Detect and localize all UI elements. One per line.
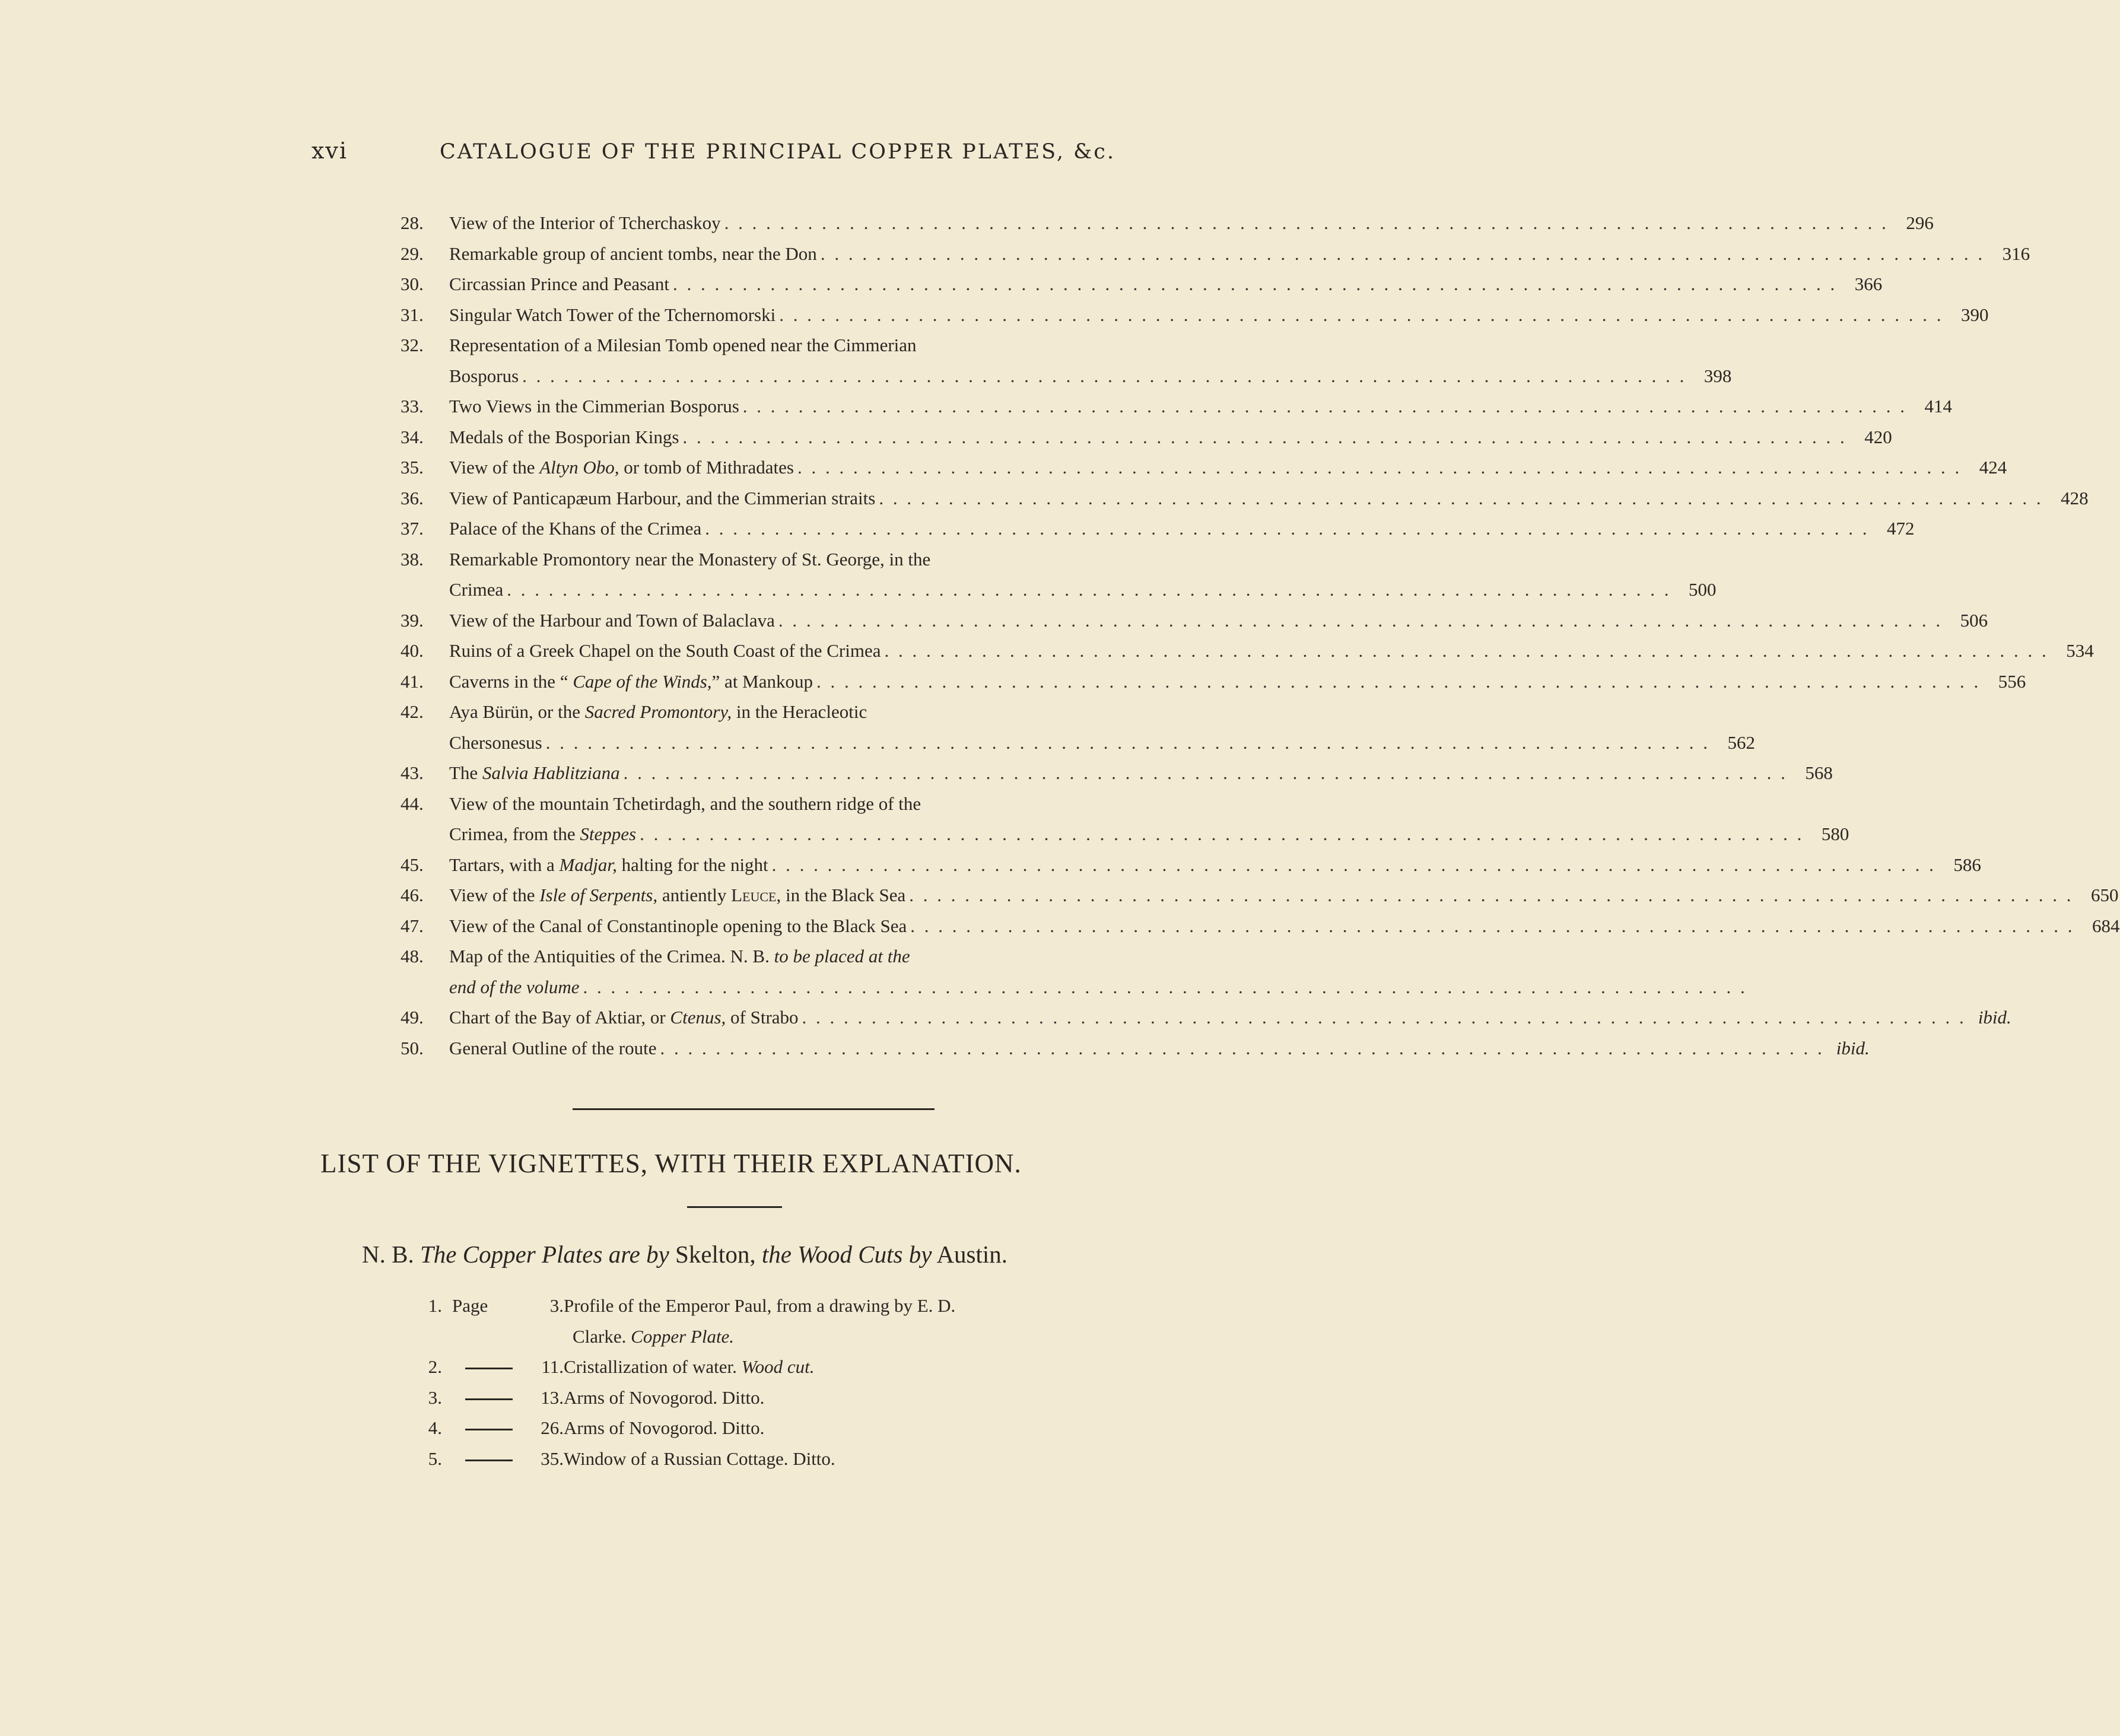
plate-number: 35. <box>401 457 424 478</box>
nb-label: N. B. <box>362 1241 420 1268</box>
title-part: Chart of the Bay of Aktiar, or <box>449 1007 670 1028</box>
leader-dots: . . . . . . . . . . . . . . . . . . . . . . . . . . . . . . . . . . . . . . . . . . . . . . . . . . . . . . . . . . . . . . . . . . . . . . . . . . . . . . . . . . . . <box>705 518 1870 539</box>
vignette-entry <box>415 1444 1151 1474</box>
plate-continuation-line <box>449 574 1717 605</box>
plate-title: Circassian Prince and Peasant <box>449 274 670 294</box>
title-part: The <box>449 762 482 783</box>
leader-dots: . . . . . . . . . . . . . . . . . . . . . . . . . . . . . . . . . . . . . . . . . . . . . . . . . . . . . . . . . . . . . . . . . . . . . . . . . . . . . . . . . . . . <box>779 304 1944 325</box>
plate-title <box>449 666 813 697</box>
plate-number: 37. <box>401 518 424 539</box>
title-part: antiently <box>657 885 732 905</box>
page-header <box>312 138 1115 164</box>
plate-number: 33. <box>401 396 424 416</box>
plate-title: View of Panticapæum Harbour, and the Cimmerian straits <box>449 487 876 508</box>
plate-title-line <box>449 452 2007 483</box>
cont-part: Clarke. <box>573 1325 631 1347</box>
plate-entry <box>401 605 1988 636</box>
plate-title <box>449 941 910 972</box>
plate-entry <box>401 1002 2011 1033</box>
plate-page: 684 <box>2092 915 2120 936</box>
plate-entry <box>401 483 2089 514</box>
plate-continuation-line <box>449 727 1755 758</box>
plate-entry <box>401 391 1953 422</box>
title-italic: Madjar, <box>559 854 617 875</box>
plate-number: 49. <box>401 1007 424 1028</box>
plate-page: 500 <box>1689 579 1717 600</box>
title-italic: Ctenus, <box>670 1007 726 1028</box>
plate-entry <box>401 300 1989 330</box>
title-part: in the Heracleotic <box>732 701 867 722</box>
ditto-dash <box>465 1460 513 1461</box>
ditto-dash <box>465 1368 513 1369</box>
plate-number: 50. <box>401 1037 424 1058</box>
plate-title <box>449 850 768 880</box>
plate-page: 424 <box>1979 457 2007 478</box>
continuation-wrap <box>401 361 1732 392</box>
continuation-wrap <box>401 574 1717 605</box>
plate-page: 650 <box>2091 885 2119 905</box>
plate-title-line <box>449 850 1981 880</box>
title-part: or tomb of Mithradates <box>619 457 794 478</box>
plate-title-line <box>449 605 1988 636</box>
plate-page: 390 <box>1960 304 1989 325</box>
vignette-number: 1. <box>428 1295 442 1316</box>
plate-number: 29. <box>401 243 424 264</box>
plate-page: 534 <box>2066 640 2094 661</box>
plate-continuation <box>449 819 636 850</box>
plate-page: 580 <box>1821 824 1849 844</box>
vignette-page: 13. <box>541 1387 564 1408</box>
leader-dots: . . . . . . . . . . . . . . . . . . . . . . . . . . . . . . . . . . . . . . . . . . . . . . . . . . . . . . . . . . . . . . . . . . . . . . . . . . . . . . . . . . . . <box>660 1037 1825 1058</box>
plate-title: View of the Canal of Constantinople opening to the Black Sea <box>449 915 907 936</box>
vignette-page: 35. <box>541 1448 564 1469</box>
title-part: Tartars, with a <box>449 854 560 875</box>
plate-continuation <box>449 972 580 1003</box>
vignette-page-label: Page <box>452 1295 488 1316</box>
cont-italic: Copper Plate. <box>631 1325 735 1347</box>
continuation-wrap <box>401 727 1755 758</box>
vignette-number: 2. <box>428 1356 442 1377</box>
title-smallcaps: Leuce, <box>731 885 781 905</box>
vignette-description: Window of a Russian Cottage. Ditto. <box>564 1448 835 1469</box>
plate-page: 562 <box>1727 732 1755 753</box>
plates-list <box>401 208 2120 1063</box>
plate-number: 44. <box>401 793 424 814</box>
plate-title-line <box>449 208 1934 239</box>
leader-dots: . . . . . . . . . . . . . . . . . . . . . . . . . . . . . . . . . . . . . . . . . . . . . . . . . . . . . . . . . . . . . . . . . . . . . . . . . . . . . . . . . . . . <box>771 854 1936 875</box>
plate-continuation-line <box>449 819 1849 850</box>
plate-title-line <box>449 1033 1870 1064</box>
plate-title <box>449 452 794 483</box>
plate-title-line <box>449 758 1833 788</box>
vignette-entry <box>415 1413 1151 1444</box>
plate-title-line <box>449 422 1892 453</box>
plate-entry <box>401 941 1747 1002</box>
cont-italic: Steppes <box>580 824 637 844</box>
plate-continuation: Chersonesus <box>449 732 542 753</box>
running-title: CATALOGUE OF THE PRINCIPAL COPPER PLATES, &c. <box>439 140 1115 164</box>
vignette-page: 11. <box>541 1356 564 1377</box>
plate-title: Representation of a Milesian Tomb opened near the Cimmerian <box>449 335 917 355</box>
vignette-continuation <box>415 1321 1151 1352</box>
vignette-number: 3. <box>428 1387 442 1408</box>
plate-title-line <box>449 300 1989 330</box>
ditto-dash <box>465 1398 513 1400</box>
plate-title-line <box>449 391 1953 422</box>
leader-dots: . . . . . . . . . . . . . . . . . . . . . . . . . . . . . . . . . . . . . . . . . . . . . . . . . . . . . . . . . . . . . . . . . . . . . . . . . . . . . . . . . . . . <box>673 274 1838 294</box>
leader-dots: . . . . . . . . . . . . . . . . . . . . . . . . . . . . . . . . . . . . . . . . . . . . . . . . . . . . . . . . . . . . . . . . . . . . . . . . . . . . . . . . . . . . <box>884 640 2049 661</box>
plate-title: View of the mountain Tchetirdagh, and the southern ridge of the <box>449 793 921 814</box>
plate-number: 36. <box>401 487 424 508</box>
plate-number: 43. <box>401 762 424 783</box>
plate-title: View of the Interior of Tcherchaskoy <box>449 212 721 233</box>
plate-title: General Outline of the route <box>449 1037 657 1058</box>
title-italic: to be placed at the <box>774 946 910 966</box>
plate-title: Singular Watch Tower of the Tchernomorski <box>449 304 776 325</box>
plate-number: 31. <box>401 304 424 325</box>
vignette-number: 4. <box>428 1417 442 1438</box>
plate-entry <box>401 911 2120 942</box>
vignette-entry <box>415 1352 1151 1382</box>
plate-entry <box>401 544 1717 605</box>
leader-dots: . . . . . . . . . . . . . . . . . . . . . . . . . . . . . . . . . . . . . . . . . . . . . . . . . . . . . . . . . . . . . . . . . . . . . . . . . . . . . . . . . . . . <box>682 426 1847 447</box>
plate-title <box>449 697 867 727</box>
plate-page: 366 <box>1854 274 1883 294</box>
plate-entry <box>401 330 1732 391</box>
plate-title: Remarkable group of ancient tombs, near the Don <box>449 243 817 264</box>
plate-title-line <box>449 513 1915 544</box>
leader-dots: . . . . . . . . . . . . . . . . . . . . . . . . . . . . . . . . . . . . . . . . . . . . . . . . . . . . . . . . . . . . . . . . . . . . . . . . . . . . . . . . . . . . <box>583 976 1747 997</box>
plate-page: 556 <box>1998 670 2026 692</box>
leader-dots: . . . . . . . . . . . . . . . . . . . . . . . . . . . . . . . . . . . . . . . . . . . . . . . . . . . . . . . . . . . . . . . . . . . . . . . . . . . . . . . . . . . . <box>778 609 1943 631</box>
leader-dots: . . . . . . . . . . . . . . . . . . . . . . . . . . . . . . . . . . . . . . . . . . . . . . . . . . . . . . . . . . . . . . . . . . . . . . . . . . . . . . . . . . . . <box>879 487 2043 508</box>
plate-title-line <box>449 666 2026 697</box>
desc-part: Cristallization of water. <box>564 1356 742 1377</box>
leader-dots: . . . . . . . . . . . . . . . . . . . . . . . . . . . . . . . . . . . . . . . . . . . . . . . . . . . . . . . . . . . . . . . . . . . . . . . . . . . . . . . . . . . . <box>623 762 1788 783</box>
leader-dots: . . . . . . . . . . . . . . . . . . . . . . . . . . . . . . . . . . . . . . . . . . . . . . . . . . . . . . . . . . . . . . . . . . . . . . . . . . . . . . . . . . . . <box>724 212 1889 233</box>
plate-continuation-line <box>449 361 1732 392</box>
plate-title: Medals of the Bosporian Kings <box>449 426 679 447</box>
plate-entry <box>401 788 1849 850</box>
title-part: Map of the Antiquities of the Crimea. N. B. <box>449 946 774 966</box>
leader-dots: . . . . . . . . . . . . . . . . . . . . . . . . . . . . . . . . . . . . . . . . . . . . . . . . . . . . . . . . . . . . . . . . . . . . . . . . . . . . . . . . . . . . <box>640 824 1804 844</box>
vignettes-heading: LIST OF THE VIGNETTES, WITH THEIR EXPLANATION. <box>320 1149 1022 1178</box>
plate-number: 40. <box>401 640 424 661</box>
plate-page: 568 <box>1805 762 1833 783</box>
nb-copper: The Copper Plates are by <box>419 1241 669 1268</box>
plate-number: 42. <box>401 701 424 722</box>
leader-dots: . . . . . . . . . . . . . . . . . . . . . . . . . . . . . . . . . . . . . . . . . . . . . . . . . . . . . . . . . . . . . . . . . . . . . . . . . . . . . . . . . . . . <box>545 732 1710 753</box>
plate-number: 48. <box>401 946 424 966</box>
leader-dots: . . . . . . . . . . . . . . . . . . . . . . . . . . . . . . . . . . . . . . . . . . . . . . . . . . . . . . . . . . . . . . . . . . . . . . . . . . . . . . . . . . . . <box>816 670 1981 692</box>
plate-continuation: Bosporus <box>449 365 519 386</box>
nb-austin: Austin. <box>932 1241 1008 1268</box>
plate-number: 34. <box>401 426 424 447</box>
title-italic: Salvia Hablitziana <box>482 762 620 783</box>
plate-entry <box>401 513 1915 544</box>
divider-rule <box>573 1108 935 1110</box>
title-part: Caverns in the “ <box>449 670 573 692</box>
nb-skelton: Skelton, <box>669 1241 762 1268</box>
leader-dots: . . . . . . . . . . . . . . . . . . . . . . . . . . . . . . . . . . . . . . . . . . . . . . . . . . . . . . . . . . . . . . . . . . . . . . . . . . . . . . . . . . . . <box>910 915 2075 936</box>
plate-entry <box>401 269 1883 300</box>
plate-entry <box>401 758 1833 788</box>
leader-dots: . . . . . . . . . . . . . . . . . . . . . . . . . . . . . . . . . . . . . . . . . . . . . . . . . . . . . . . . . . . . . . . . . . . . . . . . . . . . . . . . . . . . <box>507 579 1671 600</box>
plate-entry <box>401 697 1755 758</box>
leader-dots: . . . . . . . . . . . . . . . . . . . . . . . . . . . . . . . . . . . . . . . . . . . . . . . . . . . . . . . . . . . . . . . . . . . . . . . . . . . . . . . . . . . . <box>742 396 1908 416</box>
plate-page: 398 <box>1703 365 1732 386</box>
title-part: in the Black Sea <box>781 885 906 905</box>
title-part: ” at Mankoup <box>711 670 813 692</box>
plate-title: View of the Harbour and Town of Balaclava <box>449 609 775 631</box>
page-number: xvi <box>312 138 348 164</box>
plate-page: 316 <box>2002 243 2030 264</box>
plate-page: ibid. <box>1836 1037 1870 1058</box>
plate-title-line <box>449 269 1883 300</box>
vignette-description: Profile of the Emperor Paul, from a drawing by E. D. <box>564 1295 956 1316</box>
plate-number: 47. <box>401 915 424 936</box>
leader-dots: . . . . . . . . . . . . . . . . . . . . . . . . . . . . . . . . . . . . . . . . . . . . . . . . . . . . . . . . . . . . . . . . . . . . . . . . . . . . . . . . . . . . <box>802 1007 1966 1028</box>
plate-title: Palace of the Khans of the Crimea <box>449 518 702 539</box>
plate-continuation-line <box>449 972 1747 1003</box>
plate-title <box>449 880 905 911</box>
plate-entry <box>401 422 1892 453</box>
title-part: of Strabo <box>726 1007 799 1028</box>
vignette-description: Arms of Novogorod. Ditto. <box>564 1417 765 1438</box>
title-part: View of the <box>449 457 540 478</box>
leader-dots: . . . . . . . . . . . . . . . . . . . . . . . . . . . . . . . . . . . . . . . . . . . . . . . . . . . . . . . . . . . . . . . . . . . . . . . . . . . . . . . . . . . . <box>522 365 1687 386</box>
nb-note <box>362 1240 1007 1268</box>
plate-entry <box>401 850 1981 880</box>
title-part: halting for the night <box>616 854 768 875</box>
plate-number: 38. <box>401 548 424 570</box>
leader-dots: . . . . . . . . . . . . . . . . . . . . . . . . . . . . . . . . . . . . . . . . . . . . . . . . . . . . . . . . . . . . . . . . . . . . . . . . . . . . . . . . . . . . <box>820 243 1985 264</box>
plate-entry <box>401 880 2119 911</box>
plate-number: 39. <box>401 609 424 631</box>
plate-title-line <box>449 330 1127 361</box>
plate-page: 296 <box>1906 212 1934 233</box>
vignette-description <box>564 1352 1151 1382</box>
plate-title <box>449 758 620 788</box>
plate-title-line <box>449 239 2030 269</box>
plate-title: Remarkable Promontory near the Monastery of St. George, in the <box>449 548 931 570</box>
plate-title <box>449 1002 799 1033</box>
vignette-entry <box>415 1290 1151 1321</box>
vignette-page: 3. <box>549 1295 564 1316</box>
plate-continuation: Crimea <box>449 579 504 600</box>
plate-page: 420 <box>1864 426 1892 447</box>
plate-title-line <box>449 1002 2011 1033</box>
plate-number: 41. <box>401 670 424 692</box>
plate-page: ibid. <box>1978 1007 2011 1028</box>
short-rule <box>687 1206 782 1208</box>
leader-dots: . . . . . . . . . . . . . . . . . . . . . . . . . . . . . . . . . . . . . . . . . . . . . . . . . . . . . . . . . . . . . . . . . . . . . . . . . . . . . . . . . . . . <box>909 885 2074 905</box>
plate-entry <box>401 239 2030 269</box>
plate-entry <box>401 1033 1870 1064</box>
plate-title-line <box>449 880 2119 911</box>
plate-number: 30. <box>401 274 424 294</box>
vignette-continuation-text <box>573 1321 1160 1352</box>
cont-part: Crimea, from the <box>449 824 580 844</box>
vignette-number: 5. <box>428 1448 442 1469</box>
plate-title: Ruins of a Greek Chapel on the South Coast of the Crimea <box>449 640 881 661</box>
continuation-wrap <box>401 819 1849 850</box>
plate-page: 472 <box>1887 518 1915 539</box>
ditto-dash <box>465 1429 513 1430</box>
plate-title-line <box>449 788 1127 819</box>
plate-entry <box>401 635 2094 666</box>
cont-italic: end of the volume <box>449 976 580 997</box>
nb-wood: the Wood Cuts by <box>761 1241 932 1268</box>
plate-page: 506 <box>1960 609 1988 631</box>
continuation-wrap <box>401 972 1747 1003</box>
plate-entry <box>401 208 1934 239</box>
title-part: Aya Bürün, or the <box>449 701 585 722</box>
plate-entry <box>401 666 2026 697</box>
plate-number: 46. <box>401 885 424 905</box>
title-italic: Cape of the Winds, <box>573 670 712 692</box>
plate-title-line <box>449 697 1127 727</box>
plate-title-line <box>449 911 2120 942</box>
vignettes-list <box>415 1290 1151 1474</box>
title-italic: Isle of Serpents, <box>539 885 658 905</box>
plate-title-line <box>449 483 2089 514</box>
plate-page: 428 <box>2061 487 2089 508</box>
title-italic: Altyn Obo, <box>539 457 619 478</box>
vignette-description: Arms of Novogorod. Ditto. <box>564 1387 765 1408</box>
title-italic: Sacred Promontory, <box>584 701 732 722</box>
plate-page: 414 <box>1924 396 1953 416</box>
leader-dots: . . . . . . . . . . . . . . . . . . . . . . . . . . . . . . . . . . . . . . . . . . . . . . . . . . . . . . . . . . . . . . . . . . . . . . . . . . . . . . . . . . . . <box>797 457 1962 478</box>
plate-number: 32. <box>401 335 424 355</box>
vignette-page: 26. <box>541 1417 564 1438</box>
title-part: View of the <box>449 885 540 905</box>
plate-page: 586 <box>1953 854 1981 875</box>
plate-number: 45. <box>401 854 424 875</box>
plate-title-line <box>449 544 1127 575</box>
plate-entry <box>401 452 2007 483</box>
vignette-entry <box>415 1382 1151 1413</box>
plate-number: 28. <box>401 212 424 233</box>
desc-italic: Wood cut. <box>741 1356 815 1377</box>
plate-title: Two Views in the Cimmerian Bosporus <box>449 396 739 416</box>
plate-title-line <box>449 941 1127 972</box>
plate-title-line <box>449 635 2094 666</box>
